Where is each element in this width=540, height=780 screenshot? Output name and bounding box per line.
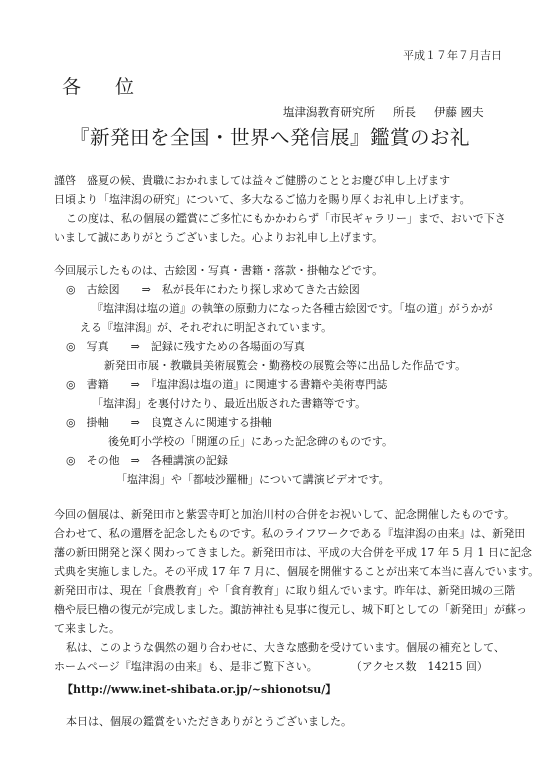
exhibit-detail: 『塩津潟は塩の道』の執筆の原動力になった各種古絵図です。「塩の道」がうかが — [92, 302, 493, 315]
exhibit-detail: 新発田市展・教職員美術展覧会・勤務校の展覧会等に出品した作品です。 — [104, 359, 467, 372]
exhibit-intro: 今回展示したものは、古絵図・写真・書籍・落款・掛軸などです。 — [54, 264, 384, 277]
document-title: 『新発田を全国・世界へ発信展』鑑賞のお礼 — [69, 126, 470, 149]
body-line: 櫓や辰巳櫓の復元が完成しました。諏訪神社も見事に復元し、城下町としての「新発田」が蘇っ — [54, 603, 527, 616]
greeting-line: 日頃より「塩津潟の研究」について、多大なるご協力を賜り厚くお礼申し上げます。 — [54, 193, 471, 206]
closing-line: 本日は、個展の鑑賞をいただきありがとうございました。 — [66, 715, 352, 728]
body-line: 式典を実施しました。その平成 17 年 7 月に、個展を開催することが出来て本当に喜んでいます。 — [54, 565, 540, 578]
sender-name: 伊藤 國夫 — [434, 105, 484, 119]
exhibit-item: ◎ 掛軸 ⇒ 良寛さんに関連する掛軸 — [66, 416, 272, 429]
sender-org: 塩津潟教育研究所 — [283, 105, 375, 119]
body-line: ホームページ『塩津潟の由来』も、是非ご覧下さい。 （アクセス数 14215 回） — [54, 660, 488, 673]
body-line: 藩の新田開発と深く関わってきました。新発田市は、平成の大合併を平成 17 年 5 月 1 日に記念 — [54, 546, 532, 559]
exhibit-item: ◎ 書籍 ⇒ 『塩津潟は塩の道』に関連する書籍や美術専門誌 — [66, 378, 388, 391]
exhibit-detail: 後免町小学校の「開運の丘」にあった記念碑のものです。 — [108, 435, 394, 448]
sender-title: 所長 — [393, 105, 416, 119]
sender — [283, 104, 484, 120]
exhibit-item: ◎ その他 ⇒ 各種講演の記録 — [66, 454, 228, 467]
greeting-line: この度は、私の個展の鑑賞にご多忙にもかかわらず「市民ギャラリー」まで、おいで下さ — [66, 212, 506, 225]
exhibit-detail: 「塩津潟」や「都岐沙羅柵」について講演ビデオです。 — [116, 473, 390, 486]
body-line: 新発田市は、現在「食農教育」や「食育教育」に取り組んでいます。昨年は、新発田城の三階 — [54, 584, 516, 597]
addressee: 各 位 — [62, 76, 149, 98]
greeting-line: いまして誠にありがとうございました。心よりお礼申し上げます。 — [54, 231, 384, 244]
homepage-url: 【http://www.inet-shibata.or.jp/~shionotsu/】 — [62, 683, 337, 696]
exhibit-detail: 「塩津潟」を裏付けたり、最近出版された書籍等です。 — [92, 397, 367, 410]
exhibit-item: ◎ 古絵図 ⇒ 私が長年にわたり探し求めてきた古絵図 — [66, 283, 360, 296]
date: 平成１７年７月吉日 — [403, 49, 502, 62]
body-line: 今回の個展は、新発田市と紫雲寺町と加治川村の合併をお祝いして、記念開催したものです。 — [54, 508, 515, 521]
exhibit-item: ◎ 写真 ⇒ 記録に残すための各場面の写真 — [66, 340, 305, 353]
body-line: 合わせて、私の還暦を記念したものです。私のライフワークである『塩津潟の由来』は、新発田 — [54, 527, 526, 540]
body-line: 私は、このような偶然の廻り合わせに、大きな感動を受けています。個展の補充として、 — [66, 641, 505, 654]
exhibit-detail: える『塩津潟』が、それぞれに明記されています。 — [80, 321, 333, 334]
body-line: て来ました。 — [54, 622, 120, 635]
greeting-line: 謹啓 盛夏の候、貴職におかれましては益々ご健勝のこととお慶び申し上げます — [54, 174, 450, 187]
